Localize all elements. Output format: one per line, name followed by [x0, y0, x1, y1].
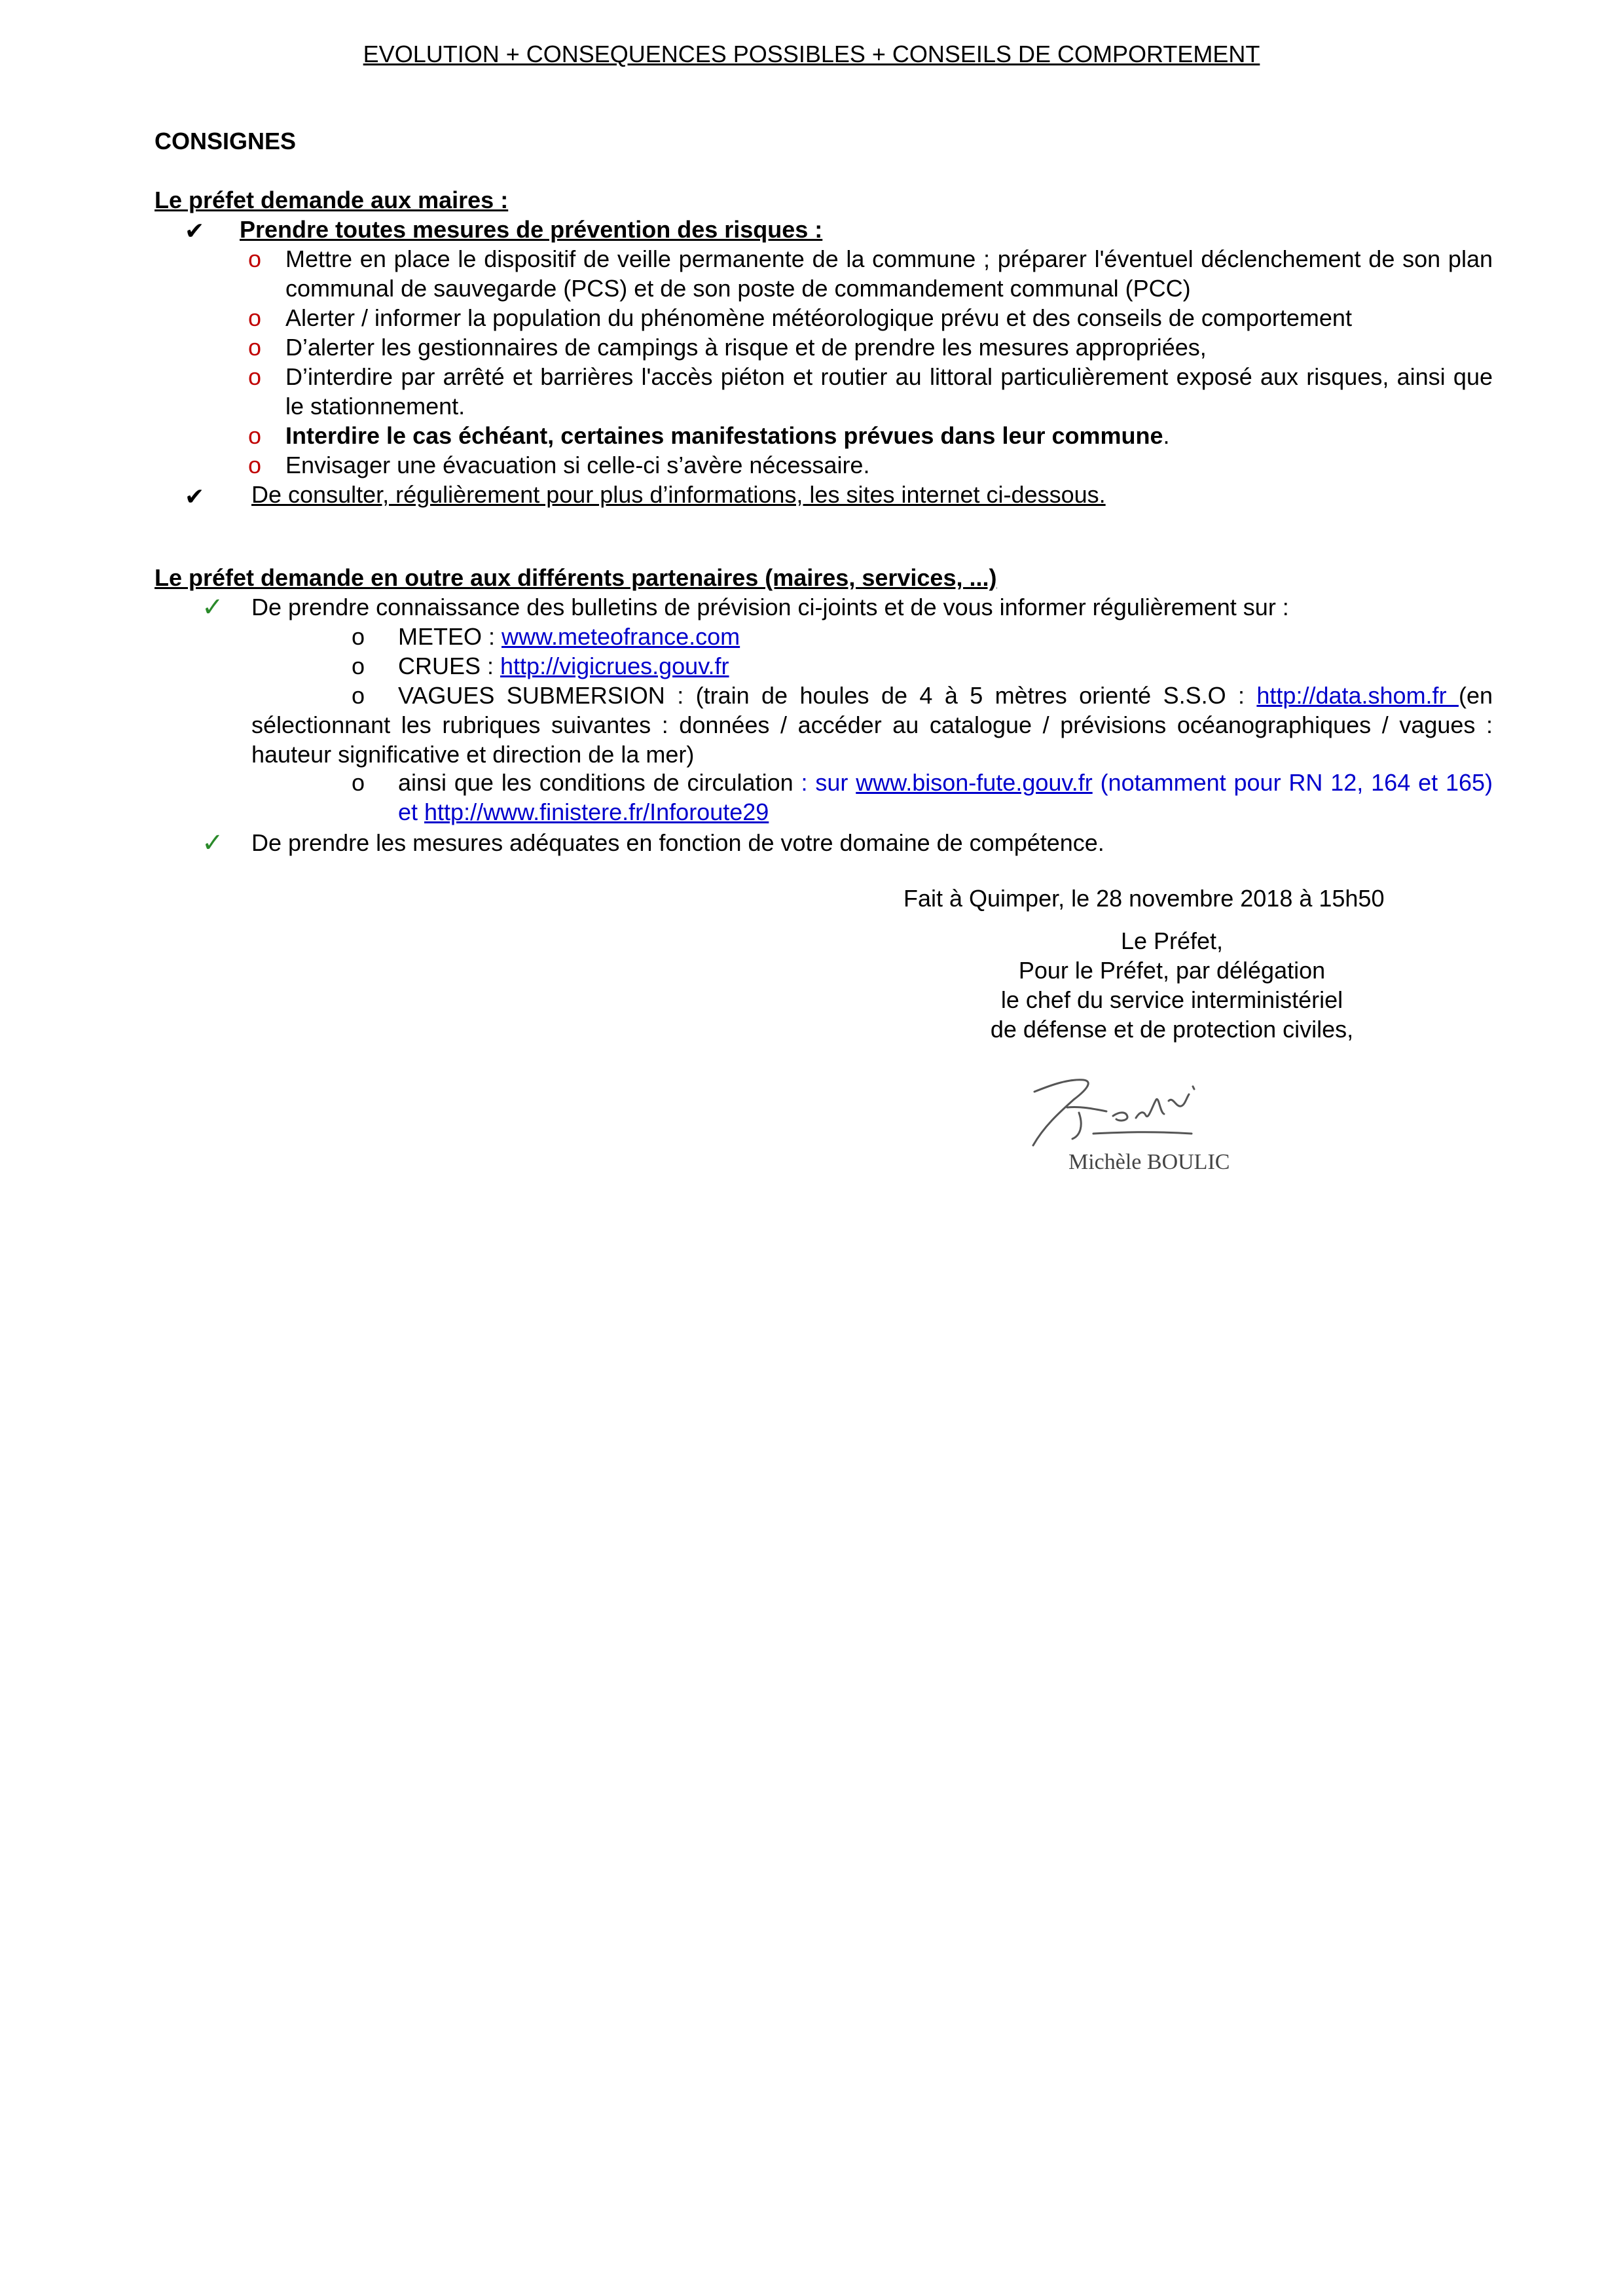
- bullet-icon: o: [248, 304, 262, 331]
- signatory-name: Michèle BOULIC: [1068, 1150, 1230, 1174]
- maires-check1: Prendre toutes mesures de prévention des risques :: [240, 216, 823, 243]
- maires-item-1: Mettre en place le dispositif de veille permanente de la commune ; préparer l'éventuel déclenchement de son plan communal de sauvegarde (PCS) et de son poste de commandement communal (PCC): [285, 245, 1493, 302]
- bullet-icon: o: [248, 245, 262, 272]
- bullet-icon: o: [352, 623, 365, 650]
- check-icon: ✓: [202, 593, 224, 622]
- maires-item-2: Alerter / informer la population du phénomène météorologique prévu et des conseils de comportement: [285, 304, 1352, 331]
- vagues-line: VAGUES SUBMERSION : (train de houles de 4 à 5 mètres orienté S.S.O : http://data.shom.fr (en sélectionnant les rubriques suivantes : données / accéder au catalogue / prévisions océanographiques / vagues : hauteur significative et direction de la mer): [251, 682, 1493, 768]
- maires-item-6: Envisager une évacuation si celle-ci s’avère nécessaire.: [285, 452, 870, 478]
- signature-line-2: Pour le Préfet, par délégation: [1018, 957, 1326, 984]
- bullet-icon: o: [248, 422, 262, 449]
- check-icon: ✓: [202, 829, 224, 857]
- bullet-icon: o: [352, 769, 365, 796]
- bullet-icon: o: [352, 682, 365, 709]
- bullet-icon: o: [248, 363, 262, 390]
- place-date: Fait à Quimper, le 28 novembre 2018 à 15h50: [903, 885, 1385, 912]
- signature-line-1: Le Préfet,: [1120, 927, 1224, 954]
- bullet-icon: o: [352, 653, 365, 679]
- inforoute-link[interactable]: http://www.finistere.fr/Inforoute29: [424, 798, 769, 825]
- partenaires-heading: Le préfet demande en outre aux différents partenaires (maires, services, ...): [155, 564, 997, 591]
- bison-fute-link[interactable]: www.bison-fute.gouv.fr: [856, 769, 1093, 796]
- partenaires-check2: De prendre les mesures adéquates en fonction de votre domaine de compétence.: [251, 829, 1104, 856]
- maires-item-4: D’interdire par arrêté et barrières l'accès piéton et routier au littoral particulièrement exposé aux risques, ainsi que le stationnement.: [285, 363, 1493, 420]
- circulation-line: ainsi que les conditions de circulation : sur www.bison-fute.gouv.fr (notamment pour RN 12, 164 et 165) et http://www.finistere.fr/Inforoute29: [398, 769, 1493, 825]
- bullet-icon: o: [248, 452, 262, 478]
- check-icon: ✔: [185, 483, 205, 510]
- maires-heading: Le préfet demande aux maires :: [155, 187, 509, 213]
- page-title: EVOLUTION + CONSEQUENCES POSSIBLES + CONSEILS DE COMPORTEMENT: [363, 41, 1260, 67]
- meteo-link[interactable]: www.meteofrance.com: [501, 623, 740, 650]
- crues-link[interactable]: http://vigicrues.gouv.fr: [500, 653, 729, 679]
- bullet-icon: o: [248, 334, 262, 361]
- signature-block: [917, 926, 1427, 1044]
- maires-check2: De consulter, régulièrement pour plus d’informations, les sites internet ci-dessous.: [251, 481, 1106, 508]
- maires-item-3: D’alerter les gestionnaires de campings à risque et de prendre les mesures appropriées,: [285, 334, 1207, 361]
- handwritten-signature-icon: [1021, 1060, 1270, 1152]
- partenaires-check1: De prendre connaissance des bulletins de prévision ci-joints et de vous informer régulièrement sur :: [251, 594, 1289, 620]
- vagues-link[interactable]: http://data.shom.fr: [1256, 682, 1459, 709]
- signature-line-3: le chef du service interministériel: [1000, 986, 1343, 1013]
- check-icon: ✔: [185, 217, 205, 244]
- section-consignes: CONSIGNES: [155, 128, 297, 154]
- signature-line-4: de défense et de protection civiles,: [990, 1016, 1354, 1043]
- maires-item-5: Interdire le cas échéant, certaines manifestations prévues dans leur commune.: [285, 422, 1170, 449]
- meteo-line: METEO : www.meteofrance.com: [398, 623, 740, 650]
- crues-line: CRUES : http://vigicrues.gouv.fr: [398, 653, 729, 679]
